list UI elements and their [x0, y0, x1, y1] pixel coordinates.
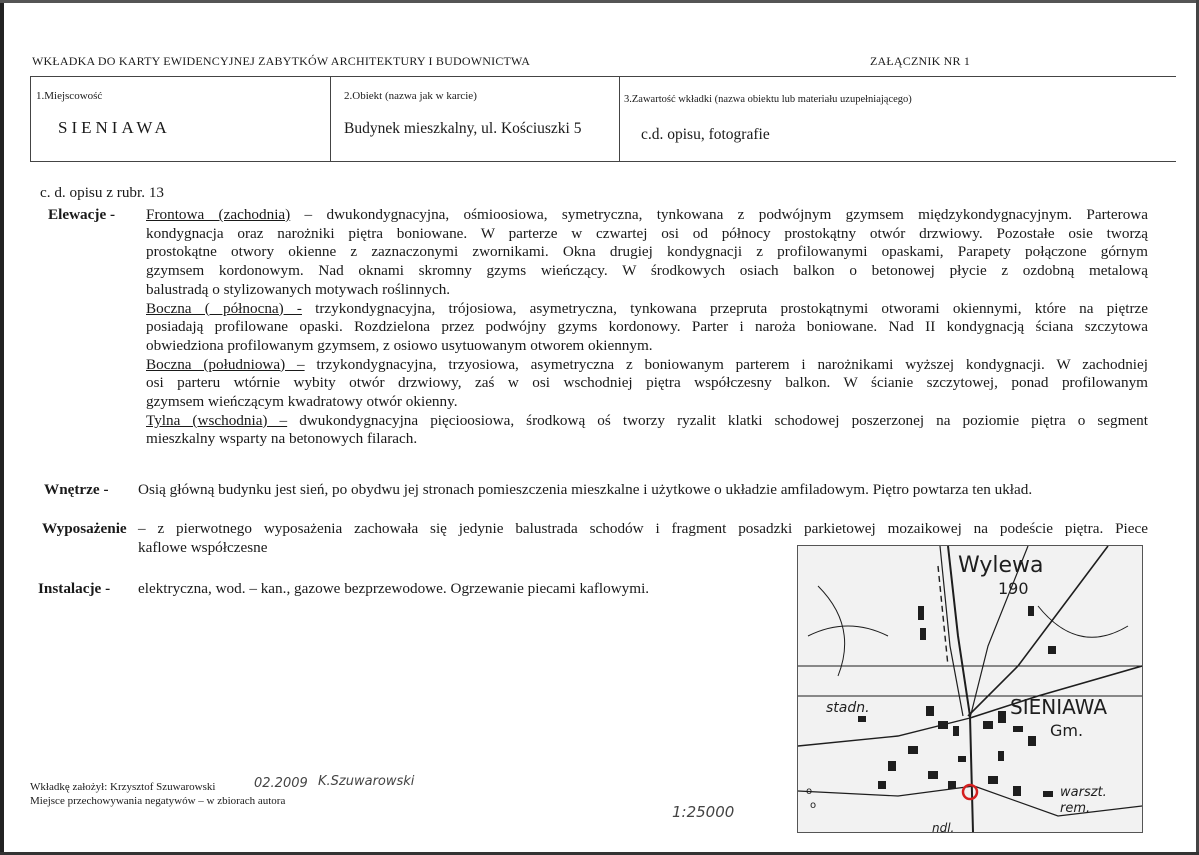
north-line-3: obwiedziona profilowanym gzymsem, z osiowo usytuowanym otworem okiennym.: [146, 336, 653, 354]
south-line-2: osi parteru wtórnie wybity otwór drzwiowy, zaś w osi wschodniej piętra współczesny balkon. W ścianie szczytowej, ponad profilowanym: [146, 374, 1148, 392]
author-signature: K.Szuwarowski: [318, 774, 415, 789]
south-heading: Boczna (południowa) –: [146, 355, 305, 373]
map-label-town: SIENIAWA: [1010, 695, 1108, 719]
date-handwritten: 02.2009: [254, 776, 308, 791]
scan-edge-left: [0, 0, 4, 855]
storage-line: Miejsce przechowywania negatywów – w zbiorach autora: [30, 795, 286, 807]
front-line-2: kondygnacja oraz narożniki piętra boniowane. W parterze w czwartej osi od północy prostokątny otwór drzwiowy. Pozostałe osie tworzą: [146, 224, 1148, 242]
equipment-line-2: kaflowe współczesne: [138, 538, 268, 556]
location-label: 1.Miejscowość: [36, 90, 103, 102]
south-line-3: gzymsem wieńczącym kwadratowy otwór okienny.: [146, 393, 458, 411]
front-heading: Frontowa (zachodnia): [146, 206, 291, 223]
box-divider-2: [619, 76, 620, 162]
map-drawing: [798, 546, 1142, 832]
north-line-1: Boczna ( północna) - trzykondygnacyjna, trójosiowa, asymetryczna, tynkowana przepruta prostokątnymi otworami okiennymi, które na piętrze: [146, 299, 1148, 317]
location-map: [797, 545, 1143, 833]
front-line-3: prostokątne otwory okienne z zaznaczonymi zwornikami. Okna drugiej kondygnacji z profilowanymi opaskami, Parapety połączone górnym: [146, 243, 1148, 261]
north-line-2: posiadają profilowane opaski. Rozdzielona przez podwójny gzyms kordonowy. Parter i naroża boniowane. Nad II kondygnacją ściana szczytowa: [146, 318, 1148, 336]
map-label-wylewa: Wylewa: [958, 553, 1044, 578]
interior-term: Wnętrze -: [44, 481, 109, 498]
front-line-5: balustradą o stylizowanych motywach roślinnych.: [146, 280, 451, 298]
installations-term: Instalacje -: [38, 580, 111, 597]
box-divider-1: [330, 76, 331, 162]
map-label-o2: o: [810, 800, 817, 811]
content-value: c.d. opisu, fotografie: [641, 126, 770, 143]
map-label-stadn: stadn.: [826, 700, 870, 716]
map-label-o1: o: [806, 786, 813, 797]
map-label-gm: Gm.: [1050, 721, 1084, 740]
elevations-block: [146, 206, 1148, 449]
intro-line: c. d. opisu z rubr. 13: [40, 184, 165, 201]
elevations-term: Elewacje -: [48, 206, 116, 223]
equipment-term: Wyposażenie: [42, 520, 127, 537]
map-label-elevation: 190: [998, 579, 1029, 598]
east-line-2: mieszkalny wsparty na betonowych filarach.: [146, 430, 418, 448]
south-line-1: Boczna (południowa) – trzykondygnacyjna, trzyosiowa, asymetryczna z boniowanym parterem i narożnikami wyższej kondygnacji. W zachodniej: [146, 355, 1148, 373]
installations-text: elektryczna, wod. – kan., gazowe bezprzewodowe. Ogrzewanie piecami kaflowymi.: [138, 580, 650, 597]
map-label-ndl: ndl.: [932, 821, 955, 832]
map-contour: [808, 626, 888, 636]
front-line-4: gzymsem kordonowym. Nad oknami skromny gzyms wieńczący. W środkowych osiach balkon o betonowej płycie z ozdobną metalową: [146, 262, 1148, 280]
location-value: SIENIAWA: [58, 118, 171, 137]
front-line-1: Frontowa (zachodnia) – dwukondygnacyjna, ośmioosiowa, symetryczna, tynkowana z podwójnym gzymsem międzykondygnacyjnym. Parterowa: [146, 206, 1148, 223]
author-line: Wkładkę założył: Krzysztof Szuwarowski: [30, 781, 216, 793]
map-label-rem: rem.: [1060, 801, 1091, 816]
equipment-line-1: – z pierwotnego wyposażenia zachowała się jedynie balustrada schodów i fragment posadzki parkietowej mozaikowej na podeście piętra. Piece: [138, 520, 1148, 537]
map-label-warszt: warszt.: [1060, 785, 1107, 800]
content-label: 3.Zawartość wkładki (nazwa obiektu lub materiału uzupełniającego): [624, 94, 912, 105]
map-stream: [818, 586, 845, 676]
scan-edge-top: [0, 0, 1199, 3]
north-heading: Boczna ( północna) -: [146, 299, 302, 317]
box-left-line: [30, 76, 31, 162]
form-title: WKŁADKA DO KARTY EWIDENCYJNEJ ZABYTKÓW ARCHITEKTURY I BUDOWNICTWA: [32, 54, 531, 68]
map-scale: 1:25000: [672, 803, 735, 821]
interior-text: Osią główną budynku jest sień, po obydwu jej stronach pomieszczenia mieszkalne i użytkowe o układzie amfiladowym. Piętro powtarza ten układ.: [138, 481, 1033, 498]
east-line-1: Tylna (wschodnia) – dwukondygnacyjna pięcioosiowa, środkową oś tworzy ryzalit klatki schodowej poszerzonej na poziomie piętra o segment: [146, 411, 1148, 429]
attachment-number: ZAŁĄCZNIK NR 1: [870, 54, 971, 68]
object-label: 2.Obiekt (nazwa jak w karcie): [344, 90, 477, 102]
box-top-line: [30, 76, 1176, 77]
box-bottom-line: [30, 161, 1176, 162]
east-heading: Tylna (wschodnia) –: [146, 411, 288, 429]
map-road: [974, 786, 1142, 816]
object-value: Budynek mieszkalny, ul. Kościuszki 5: [344, 120, 582, 137]
